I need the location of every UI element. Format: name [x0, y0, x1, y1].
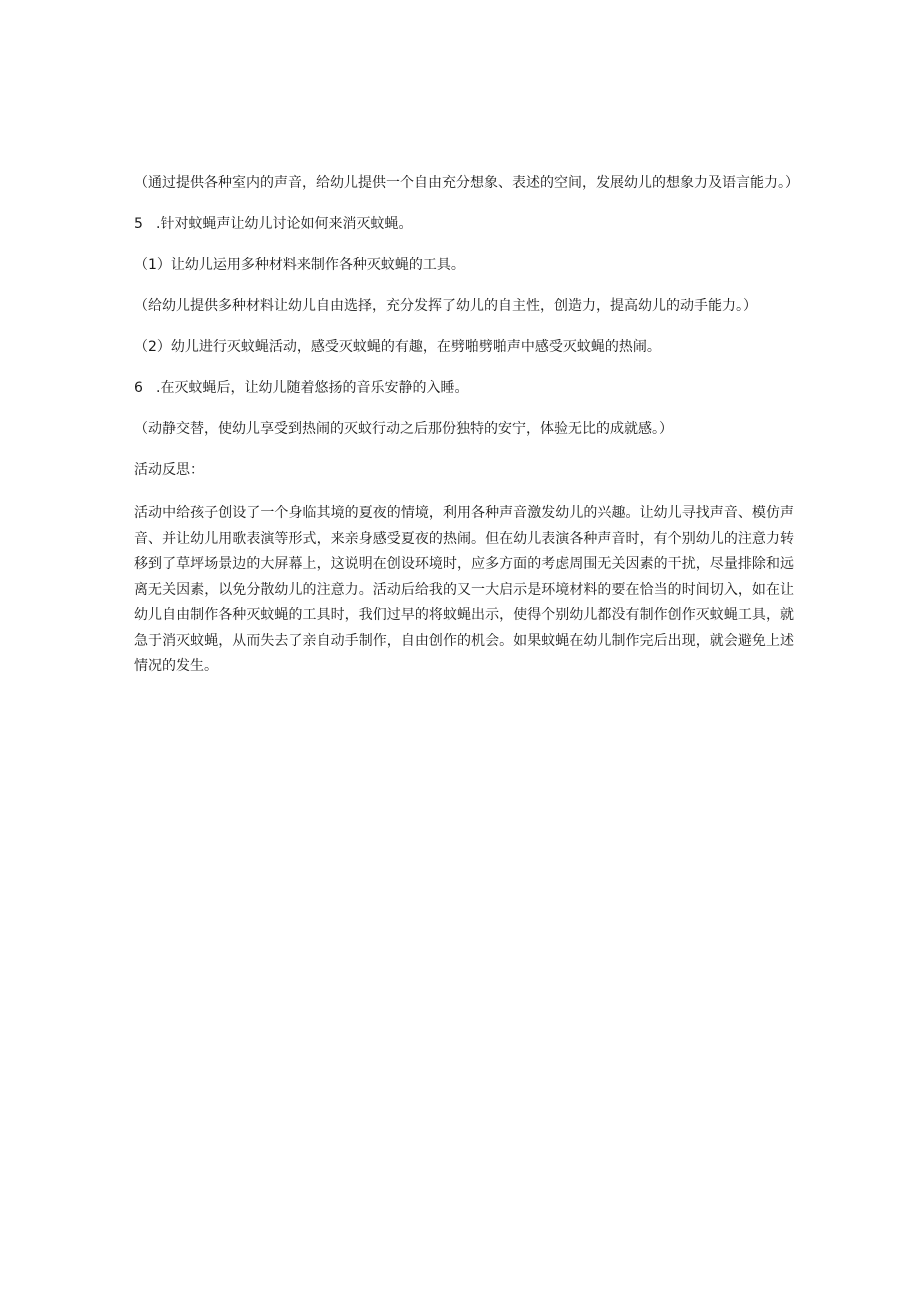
paragraph-step-6 [134, 375, 794, 401]
paragraph-note-calm: （动静交替，使幼儿享受到热闹的灭蚊行动之后那份独特的安宁，体验无比的成就感。） [134, 421, 673, 437]
paragraph-substep-2: （2）幼儿进行灭蚊蝇活动，感受灭蚊蝇的有趣，在劈啪劈啪声中感受灭蚊蝇的热闹。 [134, 339, 661, 355]
section-heading-reflection: 活动反思： [134, 462, 204, 478]
paragraph-note-materials: （给幼儿提供多种材料让幼儿自由选择，充分发挥了幼儿的自主性，创造力，提高幼儿的动手能力。） [134, 298, 757, 314]
paragraph-step-5 [134, 211, 794, 237]
step-text: .针对蚊蝇声让幼儿讨论如何来消灭蚊蝇。 [156, 216, 413, 232]
paragraph-substep-1: （1）让幼儿运用多种材料来制作各种灭蚊蝇的工具。 [134, 257, 465, 273]
step-number: 6 [134, 380, 143, 396]
document-body [134, 170, 799, 680]
step-text: .在灭蚊蝇后，让幼儿随着悠扬的音乐安静的入睡。 [156, 380, 469, 396]
step-number: 5 [134, 216, 143, 232]
paragraph-note-sounds: （通过提供各种室内的声音，给幼儿提供一个自由充分想象、表述的空间，发展幼儿的想象力及语言能力。） [134, 175, 799, 191]
paragraph-reflection: 活动中给孩子创设了一个身临其境的夏夜的情境，利用各种声音激发幼儿的兴趣。让幼儿寻找声音、模仿声音、并让幼儿用歌表演等形式，来亲身感受夏夜的热闹。但在幼儿表演各种声音时，有个别幼儿的注意力转移到了草坪场景边的大屏幕上，这说明在创设环境时，应多方面的考虑周围无关因素的干扰，尽量排除和远离无关因素，以免分散幼儿的注意力。活动后给我的又一大启示是环境材料的要在恰当的时间切入，如在让幼儿自由制作各种灭蚊蝇的工具时，我们过早的将蚊蝇出示，使得个别幼儿都没有制作创作灭蚊蝇工具，就急于消灭蚊蝇，从而失去了亲自动手制作，自由创作的机会。如果蚊蝇在幼儿制作完后出现，就会避免上述情况的发生。 [134, 505, 794, 674]
